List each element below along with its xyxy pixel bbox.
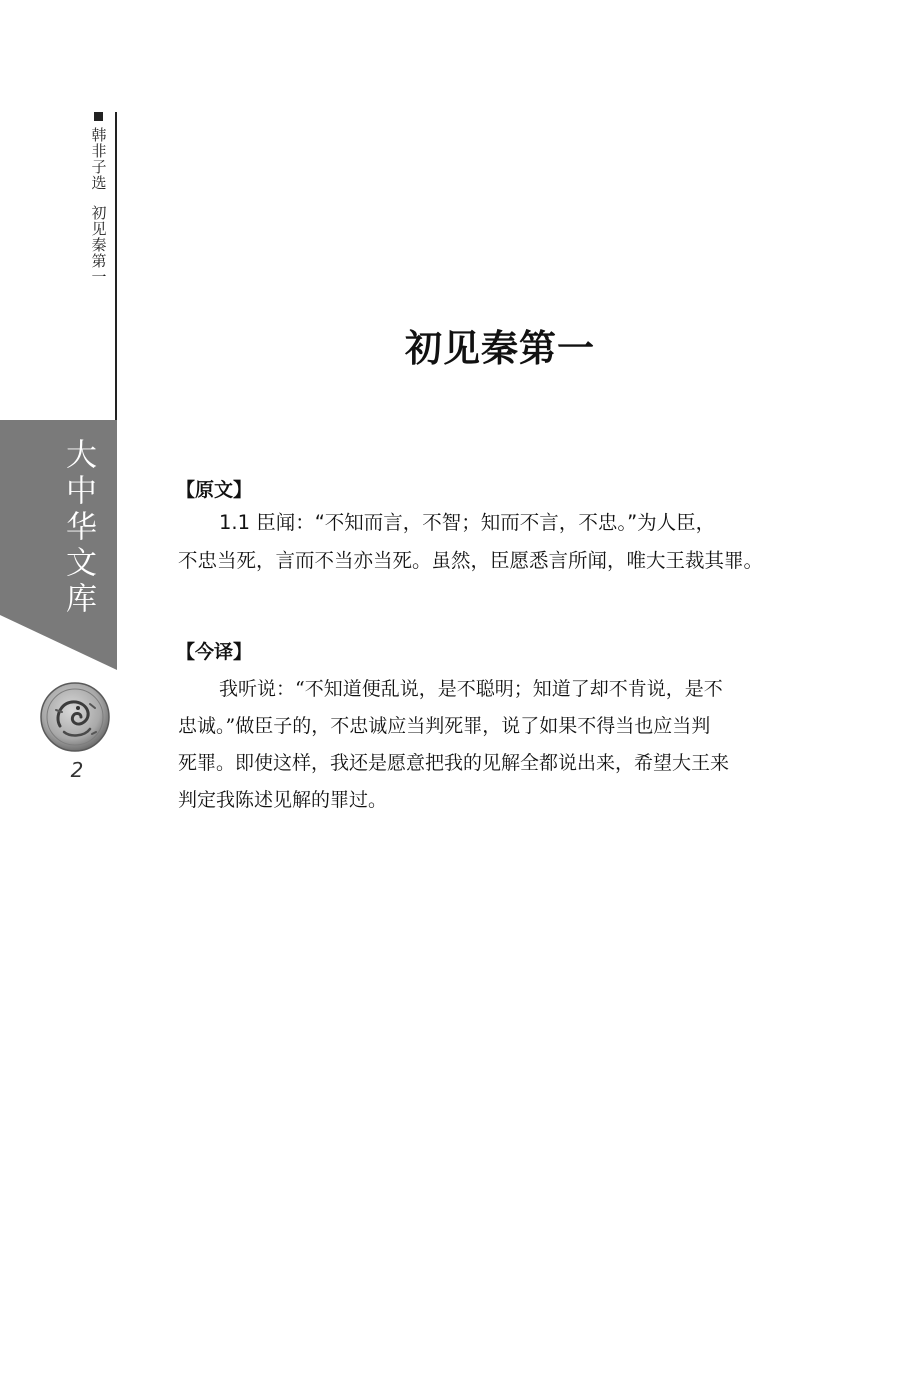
translation-line: 判定我陈述见解的罪过。 bbox=[178, 789, 388, 811]
chapter-title: 初见秦第一 bbox=[405, 326, 595, 370]
original-line: 1.1 臣闻：“不知而言，不智；知而不言，不忠。”为人臣， bbox=[219, 511, 716, 534]
original-label: 【原文】 bbox=[176, 479, 253, 501]
translation-line: 死罪。即使这样，我还是愿意把我的见解全都说出来，希望大王来 bbox=[178, 752, 730, 774]
running-head bbox=[88, 112, 108, 285]
original-paragraph bbox=[178, 504, 808, 580]
series-title: 大中华文库 bbox=[60, 438, 96, 618]
translation-line: 忠诚。”做臣子的，不忠诚应当判死罪，说了如果不得当也应当判 bbox=[178, 715, 711, 737]
translation-line: 我听说：“不知道便乱说，是不聪明；知道了却不肯说，是不 bbox=[219, 678, 723, 700]
original-line: 不忠当死，言而不当亦当死。虽然，臣愿悉言所闻，唯大王裁其罪。 bbox=[178, 549, 764, 572]
running-head-book: 韩非子选 bbox=[89, 127, 108, 191]
square-bullet-icon bbox=[94, 112, 103, 121]
dragon-seal-icon bbox=[40, 682, 110, 752]
running-head-chapter: 初见秦第一 bbox=[89, 205, 108, 285]
translation-paragraph bbox=[178, 671, 808, 819]
page-number: 2 bbox=[70, 758, 84, 782]
translation-label: 【今译】 bbox=[176, 641, 253, 663]
sidebar-rule bbox=[115, 112, 117, 420]
